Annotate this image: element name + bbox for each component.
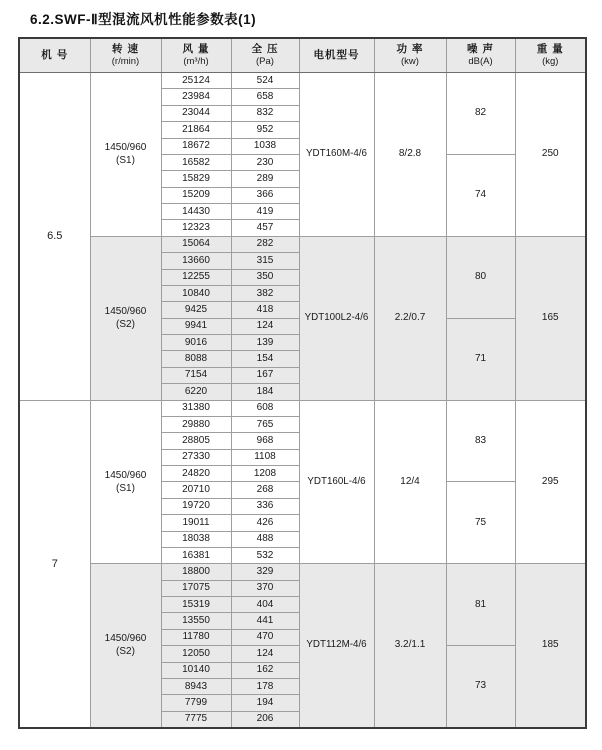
speed-cell <box>90 73 161 237</box>
air-volume-cell: 15209 <box>161 187 231 203</box>
table-row <box>19 73 586 89</box>
total-pressure-cell: 1208 <box>231 466 299 482</box>
total-pressure-cell: 178 <box>231 678 299 694</box>
table-header <box>19 38 586 73</box>
air-volume-cell: 28805 <box>161 433 231 449</box>
air-volume-cell: 13550 <box>161 613 231 629</box>
page-title: 6.2.SWF-Ⅱ型混流风机性能参数表(1) <box>30 12 257 27</box>
total-pressure-cell: 162 <box>231 662 299 678</box>
speed-value: 1450/960 <box>104 142 147 154</box>
total-pressure-cell: 404 <box>231 597 299 613</box>
col-header-label: 噪 声 <box>467 43 494 55</box>
air-volume-cell: 9425 <box>161 302 231 318</box>
air-volume-cell: 7154 <box>161 367 231 383</box>
col-header-label: 风 量 <box>182 43 210 55</box>
weight-cell: 165 <box>515 236 586 400</box>
air-volume-cell: 12255 <box>161 269 231 285</box>
col-header-air-volume <box>161 38 231 73</box>
col-header-label: 转 速 <box>112 43 139 55</box>
total-pressure-cell: 206 <box>231 711 299 727</box>
header-row <box>19 38 586 73</box>
total-pressure-cell: 315 <box>231 253 299 269</box>
air-volume-cell: 15829 <box>161 171 231 187</box>
noise-lower-cell: 74 <box>446 154 515 236</box>
air-volume-cell: 12050 <box>161 646 231 662</box>
col-header-unit: (r/min) <box>111 56 140 67</box>
total-pressure-cell: 268 <box>231 482 299 498</box>
air-volume-cell: 20710 <box>161 482 231 498</box>
col-header-noise <box>446 38 515 73</box>
air-volume-cell: 8088 <box>161 351 231 367</box>
motor-model-cell: YDT160L-4/6 <box>299 400 374 564</box>
speed-cell <box>90 400 161 564</box>
air-volume-cell: 10140 <box>161 662 231 678</box>
motor-model-cell: YDT160M-4/6 <box>299 73 374 237</box>
air-volume-cell: 23984 <box>161 89 231 105</box>
total-pressure-cell: 470 <box>231 629 299 645</box>
air-volume-cell: 12323 <box>161 220 231 236</box>
air-volume-cell: 19720 <box>161 498 231 514</box>
col-header-label: 电机型号 <box>313 49 360 61</box>
air-volume-cell: 8943 <box>161 678 231 694</box>
speed-note: (S1) <box>116 482 135 494</box>
col-header-unit: (m³/h) <box>183 56 209 67</box>
air-volume-cell: 18038 <box>161 531 231 547</box>
total-pressure-cell: 139 <box>231 335 299 351</box>
total-pressure-cell: 194 <box>231 695 299 711</box>
power-cell: 8/2.8 <box>374 73 446 237</box>
speed-value: 1450/960 <box>104 633 147 645</box>
air-volume-cell: 13660 <box>161 253 231 269</box>
weight-cell: 295 <box>515 400 586 564</box>
total-pressure-cell: 832 <box>231 105 299 121</box>
total-pressure-cell: 952 <box>231 122 299 138</box>
air-volume-cell: 16381 <box>161 547 231 563</box>
air-volume-cell: 17075 <box>161 580 231 596</box>
speed-value: 1450/960 <box>104 306 147 318</box>
col-header-unit: (kw) <box>401 56 419 67</box>
col-header-label: 重 量 <box>536 43 564 55</box>
noise-lower-cell: 75 <box>446 482 515 564</box>
noise-upper-cell: 83 <box>446 400 515 482</box>
total-pressure-cell: 418 <box>231 302 299 318</box>
total-pressure-cell: 532 <box>231 547 299 563</box>
air-volume-cell: 19011 <box>161 515 231 531</box>
total-pressure-cell: 184 <box>231 384 299 400</box>
air-volume-cell: 29880 <box>161 416 231 432</box>
col-header-power <box>374 38 446 73</box>
noise-upper-cell: 82 <box>446 73 515 155</box>
weight-cell: 250 <box>515 73 586 237</box>
total-pressure-cell: 524 <box>231 73 299 89</box>
air-volume-cell: 9941 <box>161 318 231 334</box>
table-row <box>19 564 586 580</box>
air-volume-cell: 24820 <box>161 466 231 482</box>
total-pressure-cell: 230 <box>231 154 299 170</box>
total-pressure-cell: 366 <box>231 187 299 203</box>
total-pressure-cell: 336 <box>231 498 299 514</box>
noise-lower-cell: 71 <box>446 318 515 400</box>
performance-table <box>18 37 587 729</box>
machine-no-cell: 7 <box>19 400 90 728</box>
speed-note: (S2) <box>116 319 135 331</box>
air-volume-cell: 16582 <box>161 154 231 170</box>
total-pressure-cell: 289 <box>231 171 299 187</box>
total-pressure-cell: 419 <box>231 204 299 220</box>
air-volume-cell: 15064 <box>161 236 231 252</box>
air-volume-cell: 23044 <box>161 105 231 121</box>
air-volume-cell: 18672 <box>161 138 231 154</box>
total-pressure-cell: 329 <box>231 564 299 580</box>
total-pressure-cell: 457 <box>231 220 299 236</box>
power-cell: 2.2/0.7 <box>374 236 446 400</box>
air-volume-cell: 31380 <box>161 400 231 416</box>
speed-cell <box>90 236 161 400</box>
total-pressure-cell: 1108 <box>231 449 299 465</box>
noise-lower-cell: 73 <box>446 646 515 728</box>
air-volume-cell: 10840 <box>161 285 231 301</box>
air-volume-cell: 14430 <box>161 204 231 220</box>
col-header-motor-model <box>299 38 374 73</box>
total-pressure-cell: 488 <box>231 531 299 547</box>
air-volume-cell: 7775 <box>161 711 231 727</box>
col-header-label: 全 压 <box>251 43 279 55</box>
col-header-unit: dB(A) <box>468 56 493 67</box>
air-volume-cell: 11780 <box>161 629 231 645</box>
power-cell: 12/4 <box>374 400 446 564</box>
air-volume-cell: 6220 <box>161 384 231 400</box>
speed-cell <box>90 564 161 728</box>
table-row <box>19 400 586 416</box>
total-pressure-cell: 658 <box>231 89 299 105</box>
motor-model-cell: YDT112M-4/6 <box>299 564 374 728</box>
total-pressure-cell: 350 <box>231 269 299 285</box>
air-volume-cell: 9016 <box>161 335 231 351</box>
col-header-speed <box>90 38 161 73</box>
machine-no-cell: 6.5 <box>19 73 90 401</box>
motor-model-cell: YDT100L2-4/6 <box>299 236 374 400</box>
air-volume-cell: 15319 <box>161 597 231 613</box>
speed-note: (S2) <box>116 646 135 658</box>
total-pressure-cell: 124 <box>231 318 299 334</box>
total-pressure-cell: 382 <box>231 285 299 301</box>
total-pressure-cell: 765 <box>231 416 299 432</box>
total-pressure-cell: 167 <box>231 367 299 383</box>
total-pressure-cell: 608 <box>231 400 299 416</box>
air-volume-cell: 18800 <box>161 564 231 580</box>
total-pressure-cell: 282 <box>231 236 299 252</box>
total-pressure-cell: 441 <box>231 613 299 629</box>
weight-cell: 185 <box>515 564 586 728</box>
total-pressure-cell: 426 <box>231 515 299 531</box>
total-pressure-cell: 968 <box>231 433 299 449</box>
total-pressure-cell: 1038 <box>231 138 299 154</box>
power-cell: 3.2/1.1 <box>374 564 446 728</box>
col-header-unit: (Pa) <box>256 56 274 67</box>
air-volume-cell: 25124 <box>161 73 231 89</box>
total-pressure-cell: 154 <box>231 351 299 367</box>
air-volume-cell: 27330 <box>161 449 231 465</box>
noise-upper-cell: 80 <box>446 236 515 318</box>
air-volume-cell: 7799 <box>161 695 231 711</box>
table-body <box>19 73 586 728</box>
air-volume-cell: 21864 <box>161 122 231 138</box>
speed-value: 1450/960 <box>104 469 147 481</box>
speed-note: (S1) <box>116 155 135 167</box>
col-header-machine-no <box>19 38 90 73</box>
total-pressure-cell: 370 <box>231 580 299 596</box>
col-header-label: 功 率 <box>396 43 424 55</box>
noise-upper-cell: 81 <box>446 564 515 646</box>
col-header-unit: (kg) <box>542 56 559 67</box>
col-header-total-pressure <box>231 38 299 73</box>
total-pressure-cell: 124 <box>231 646 299 662</box>
col-header-label: 机 号 <box>41 49 69 61</box>
table-row <box>19 236 586 252</box>
col-header-weight <box>515 38 586 73</box>
